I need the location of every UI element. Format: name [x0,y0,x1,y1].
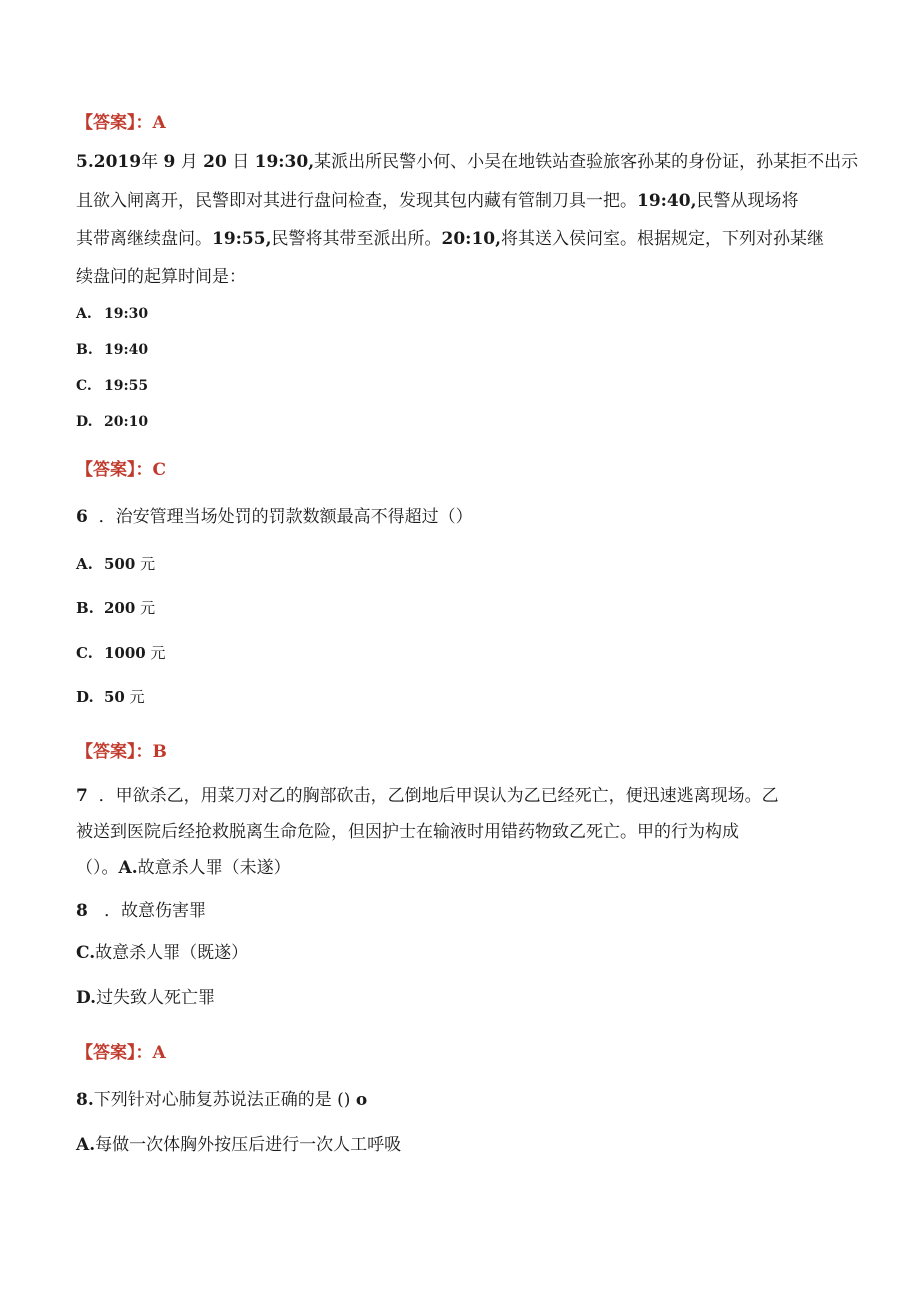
answer-value: A [152,1043,166,1063]
text: 其带离继续盘问。 [76,229,212,249]
option-unit: 元 [140,555,156,573]
question-6 [76,506,473,528]
text: 20 [203,152,227,172]
option-label: C. [76,644,93,662]
question-7-line-2 [76,821,739,843]
option-a [76,303,148,325]
option-value: 200 [104,599,136,617]
question-5-line-1 [76,151,858,173]
question-text: ．治安管理当场处罚的罚款数额最高不得超过（） [98,507,473,527]
text: 月 [180,152,198,172]
option-value: 1000 [104,644,146,662]
option-label: D. [76,688,94,706]
option-c [76,375,148,397]
option-text: 故意杀人罪（未遂） [137,858,291,878]
text: 19:40, [637,191,697,211]
option-text: 每做一次体胸外按压后进行一次人工呼吸 [95,1135,402,1155]
answer-line [76,112,166,134]
text: () [337,1090,351,1110]
option-c [76,642,166,664]
option-text: 过失致人死亡罪 [96,988,216,1008]
option-label: A. [76,555,93,573]
answer-value: B [152,742,167,762]
option-text: 故意杀人罪（既遂） [95,943,249,963]
text: 某派出所民警小何、小吴在地铁站查验旅客孙某的身份证，孙某拒不出示 [314,152,859,172]
option-label: A. [76,1135,96,1155]
text: 20:10, [441,229,502,249]
option-label: B. [76,599,94,617]
answer-line [76,1042,166,1064]
option-label: A. [118,858,138,878]
answer-prefix: 【答案】： [76,460,153,480]
text: 19:55, [212,229,272,249]
option-c [76,942,248,964]
option-label: C. [76,378,92,394]
text: 且欲入闸离开，民警即对其进行盘问检查，发现其包内藏有管制刀具一把。 [76,191,637,211]
question-8 [76,1089,367,1111]
option-value: 19:40 [104,342,149,358]
option-d [76,411,148,433]
answer-value: A [152,113,166,133]
text: o [355,1090,368,1110]
question-text: 下列针对心肺复苏说法正确的是 [93,1090,332,1110]
option-value: 19:55 [104,378,149,394]
text: 年 [141,152,159,172]
option-value: 500 [104,555,136,573]
option-d [76,686,145,708]
option-value: 19:30 [104,306,149,322]
answer-line [76,741,167,763]
option-b [76,339,148,361]
option-label: 8 [76,901,88,921]
option-label: C. [76,943,96,963]
question-number: 8. [76,1090,94,1110]
text: 民警从现场将 [696,191,799,211]
text: 9 [163,152,176,172]
question-7-line-1 [76,785,779,807]
option-b [76,900,206,922]
text: ．甲欲杀乙，用菜刀对乙的胸部砍击，乙倒地后甲误认为乙已经死亡，便迅速逃离现场。乙 [98,786,779,806]
answer-prefix: 【答案】： [76,1043,153,1063]
option-label: A. [76,306,92,322]
option-value: 50 [104,688,125,706]
question-5-line-3 [76,228,824,250]
option-d [76,987,215,1009]
option-text: ．故意伤害罪 [104,901,207,921]
option-a [76,553,155,575]
answer-prefix: 【答案】： [76,742,153,762]
question-number: 5.2019 [76,152,142,172]
option-label: D. [76,414,93,430]
text: 日 [232,152,250,172]
answer-value: C [152,460,167,480]
text: 将其送入侯问室。根据规定，下列对孙某继 [501,229,825,249]
option-unit: 元 [150,644,166,662]
option-label: B. [76,342,93,358]
answer-prefix: 【答案】： [76,113,153,133]
text: 民警将其带至派出所。 [271,229,442,249]
text: 19:30, [254,152,315,172]
question-5-line-4 [76,266,246,288]
text: 续盘问的起算时间是： [76,267,246,287]
question-7-line-3 [76,857,291,879]
option-b [76,597,155,619]
answer-line [76,459,166,481]
option-value: 20:10 [104,414,149,430]
option-a [76,1134,401,1156]
question-number: 7 [76,786,88,806]
text: 被送到医院后经抢救脱离生命危险，但因护士在输液时用错药物致乙死亡。甲的行为构成 [76,822,739,842]
question-5-line-2 [76,190,799,212]
option-unit: 元 [140,599,156,617]
option-unit: 元 [129,688,145,706]
question-number: 6 [76,507,88,527]
option-label: D. [76,988,97,1008]
text: （）。 [76,858,119,878]
